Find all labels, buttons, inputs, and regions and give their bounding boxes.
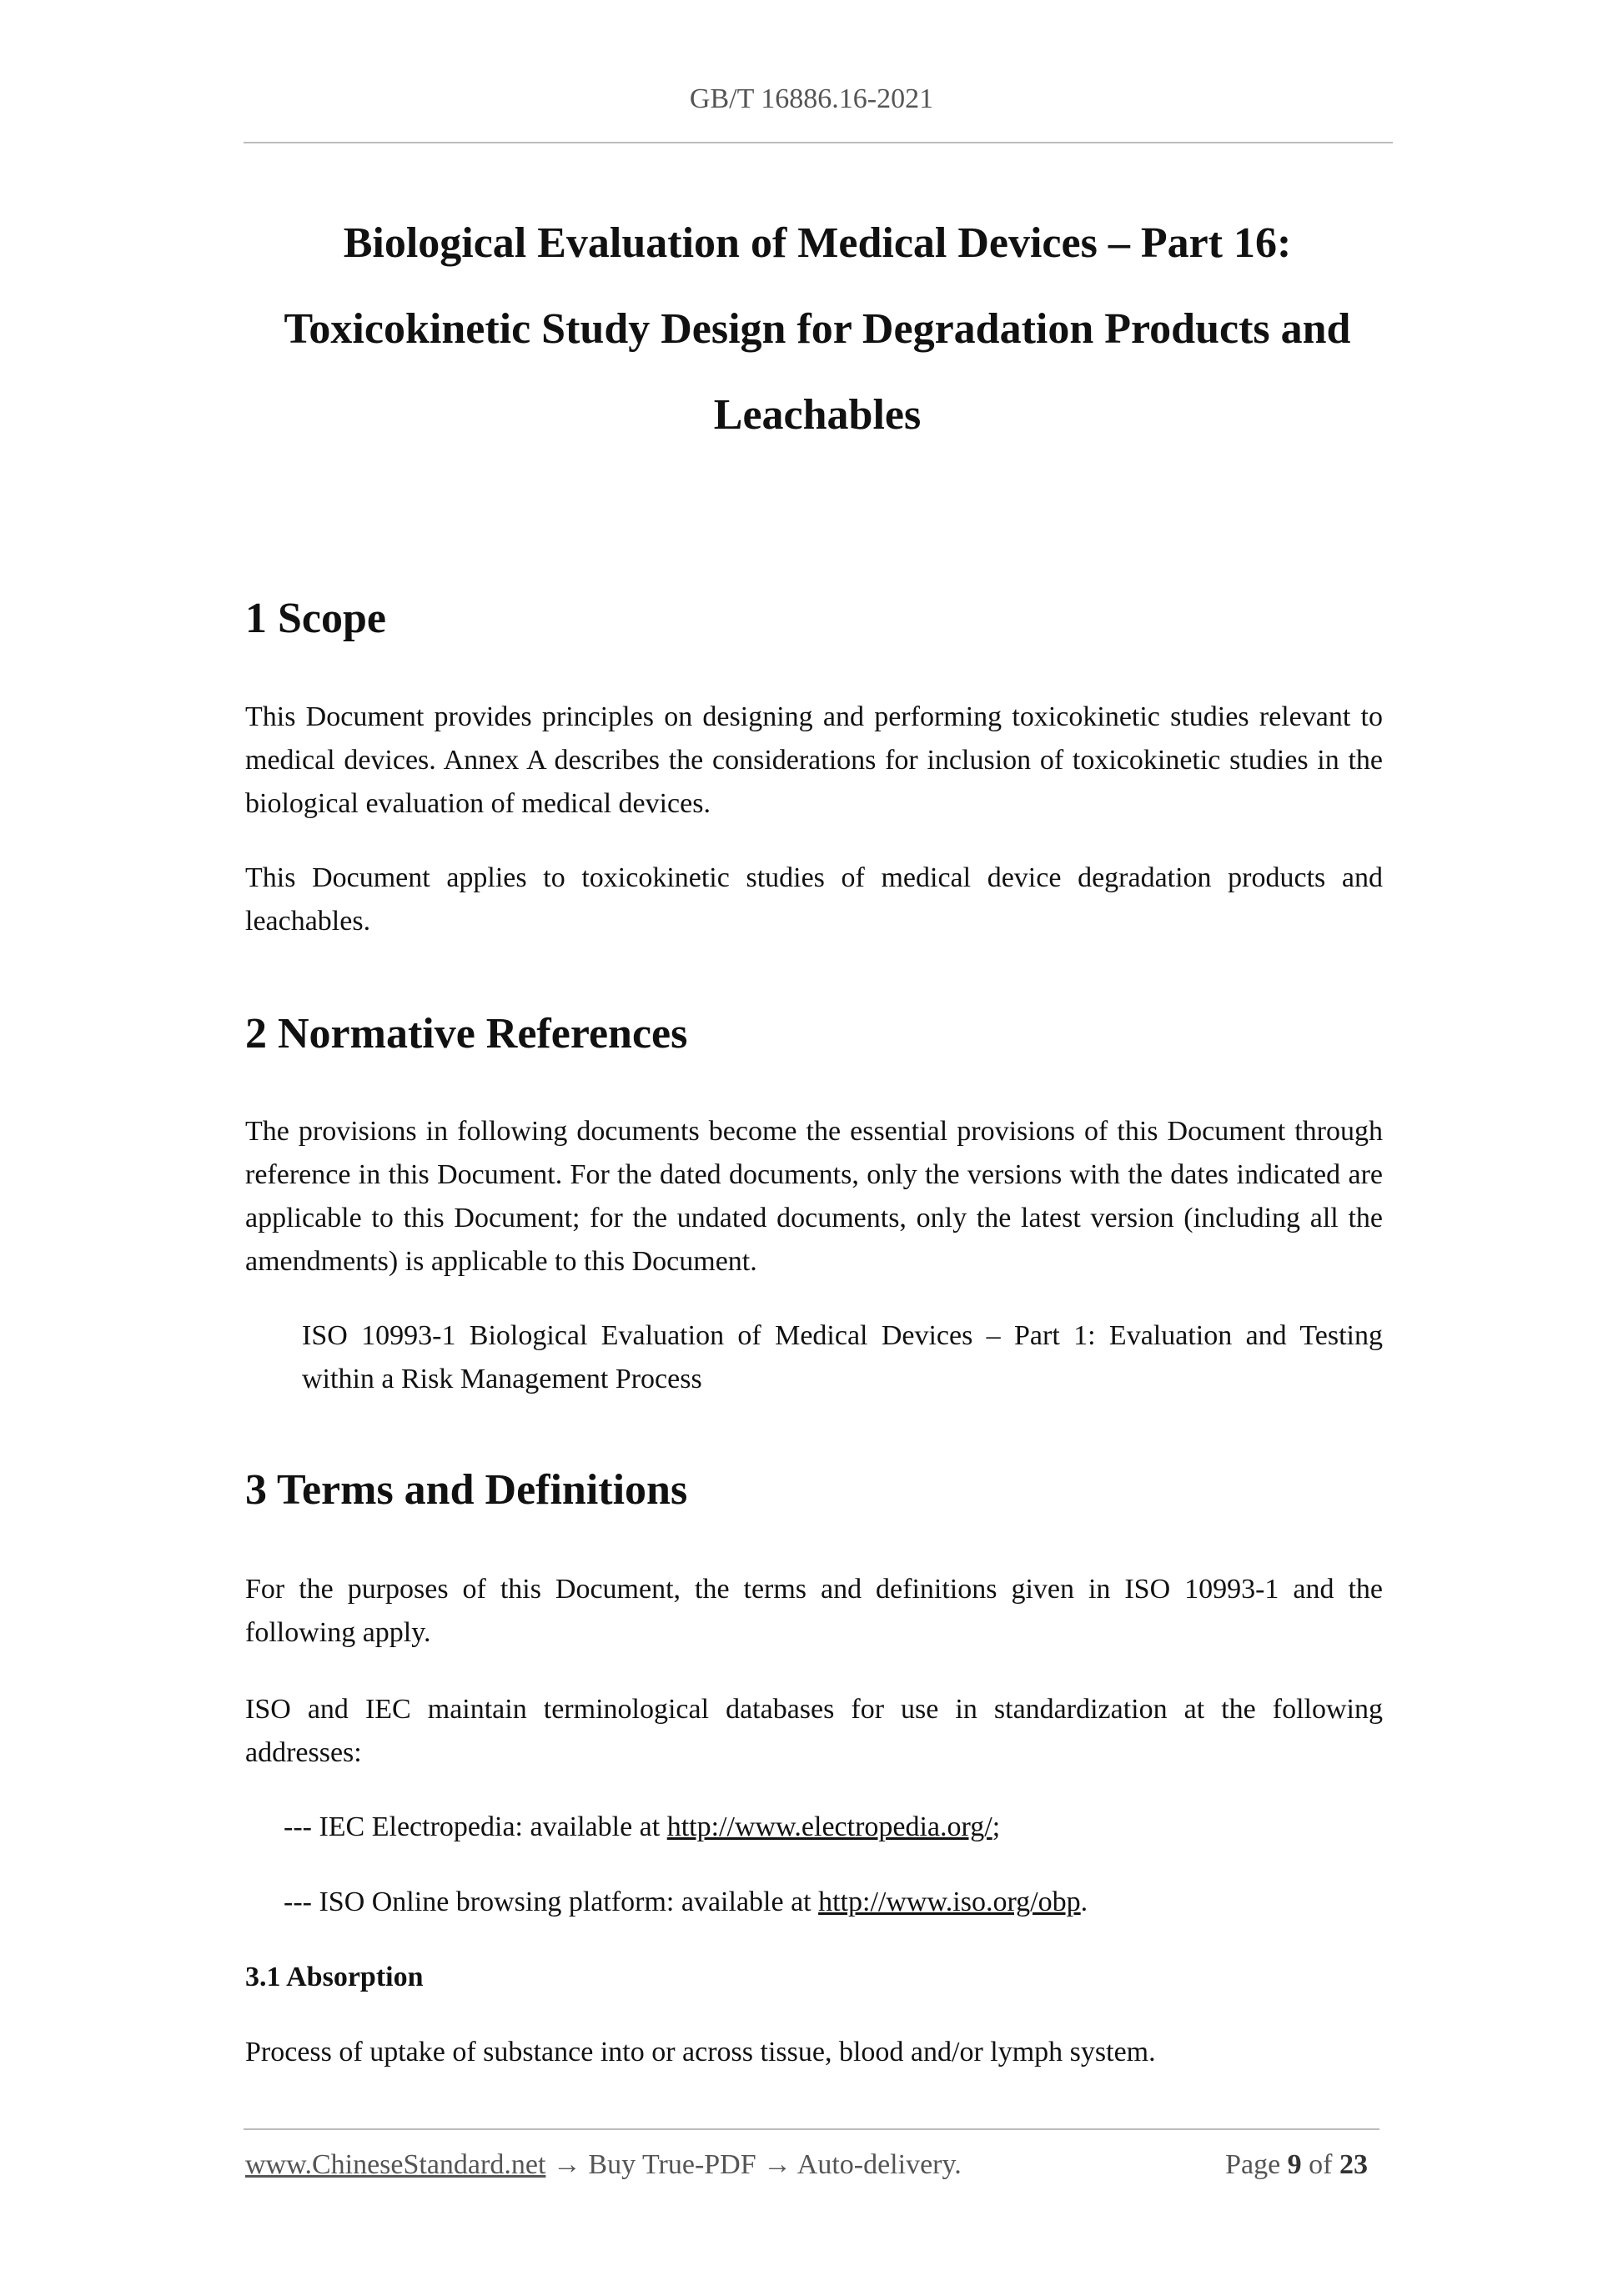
section-3-heading: 3 Terms and Definitions [245, 1466, 688, 1514]
section-2-paragraph-1: The provisions in following documents become the essential provisions of this Document through reference in this Document. For the dated documents, only the versions with the dates indicated are applicable to this Document; for the undated documents, only the latest version (including all the amendments) is applicable to this Document. [245, 1116, 1383, 1277]
database-item-iso-punct: . [1080, 1887, 1088, 1917]
page-current: 9 [1287, 2149, 1302, 2180]
electropedia-link[interactable]: http://www.electropedia.org/ [666, 1811, 992, 1842]
page-number [1225, 2143, 1368, 2187]
footer-divider [244, 2128, 1379, 2130]
title-line-3: Leachables [713, 391, 922, 439]
iso-obp-link[interactable]: http://www.iso.org/obp [818, 1887, 1081, 1917]
running-header: GB/T 16886.16-2021 [689, 83, 934, 114]
site-link[interactable]: www.ChineseStandard.net [245, 2149, 546, 2180]
section-1-heading: 1 Scope [245, 595, 386, 642]
database-item-iso-label: --- ISO Online browsing platform: available at [284, 1887, 819, 1917]
section-3-paragraph-2: ISO and IEC maintain terminological databases for use in standardization at the following addresses: [245, 1694, 1383, 1768]
subsection-3-1-paragraph: Process of uptake of substance into or across tissue, blood and/or lymph system. [245, 2037, 1156, 2067]
title-line-2: Toxicokinetic Study Design for Degradation Products and [284, 305, 1351, 353]
section-1-paragraph-1: This Document provides principles on designing and performing toxicokinetic studies relevant to medical devices. Annex A describes the considerations for inclusion of toxicokinetic studies in the biological evaluation of medical devices. [245, 701, 1383, 819]
page-label: Page [1225, 2149, 1281, 2180]
document-title [242, 200, 1393, 458]
database-item-iec-label: --- IEC Electropedia: available at [284, 1811, 667, 1842]
header-divider [244, 142, 1393, 143]
page-of: of [1309, 2149, 1333, 2180]
section-1-paragraph-2: This Document applies to toxicokinetic studies of medical device degradation products and leachables. [245, 862, 1383, 937]
normative-reference-item: ISO 10993-1 Biological Evaluation of Medical Devices – Part 1: Evaluation and Testing within a Risk Management Process [302, 1320, 1383, 1394]
footer-promo-text: → Buy True-PDF → Auto-delivery. [545, 2149, 962, 2180]
footer-promo [245, 2143, 962, 2187]
database-item-iec-punct: ; [992, 1811, 1001, 1842]
page-total: 23 [1339, 2149, 1368, 2180]
section-2-heading: 2 Normative References [245, 1010, 688, 1058]
database-item-iec [284, 1806, 1000, 1849]
title-line-1: Biological Evaluation of Medical Devices – Part 16: [343, 219, 1292, 267]
database-item-iso [284, 1881, 1088, 1924]
section-3-paragraph-1: For the purposes of this Document, the terms and definitions given in ISO 10993-1 and the following apply. [245, 1574, 1383, 1648]
subsection-3-1-heading: 3.1 Absorption [245, 1962, 424, 1992]
